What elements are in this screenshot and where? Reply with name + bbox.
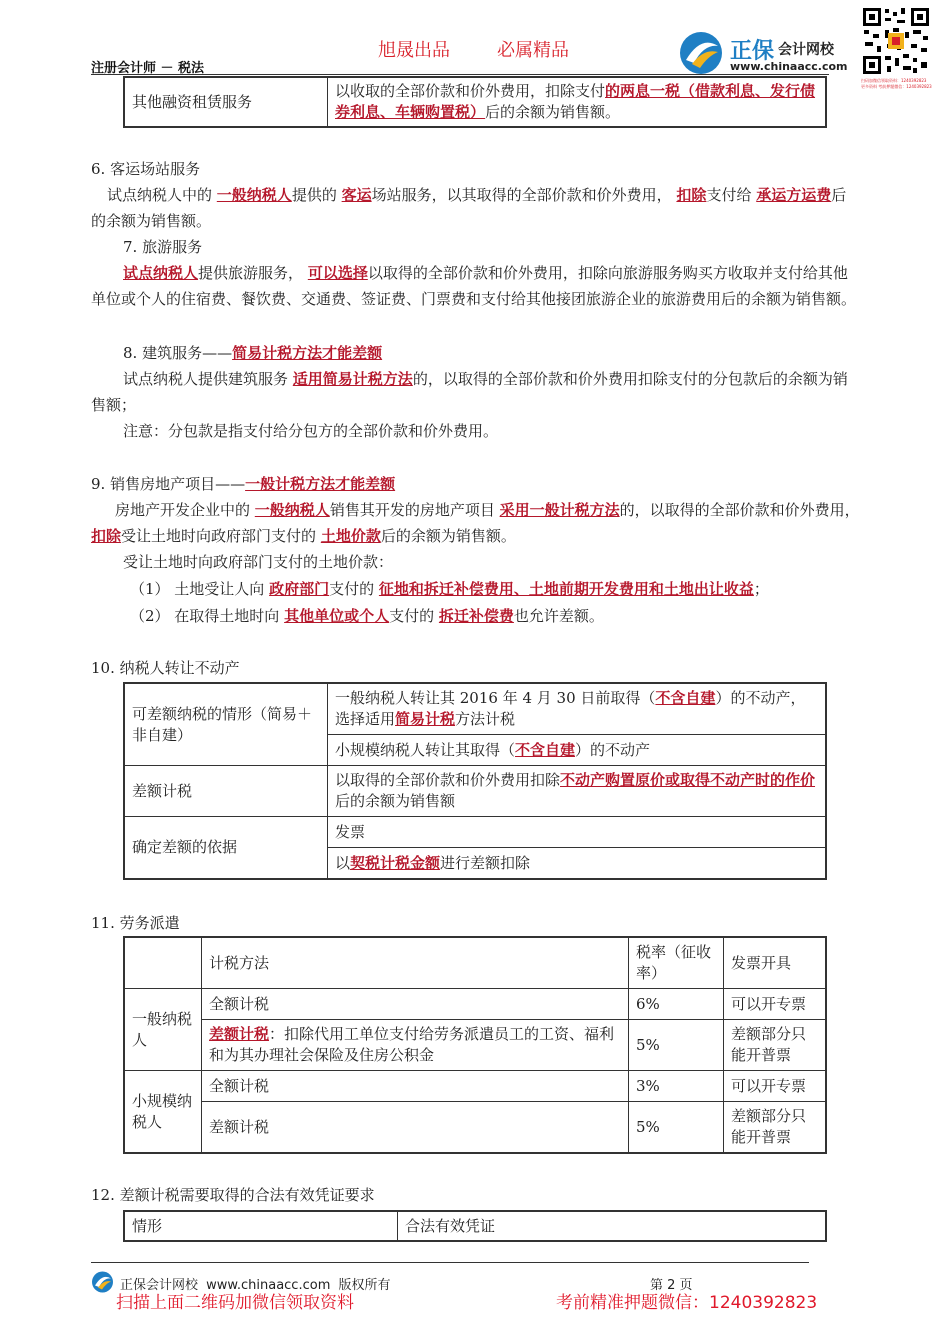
logo-url: www.chinaacc.com: [730, 60, 848, 73]
table-cell-label: 差额计税: [124, 766, 328, 817]
table-cell-invoice: 可以开专票: [724, 989, 827, 1020]
table-cell-method: [202, 1020, 629, 1071]
text-part: 的，以取得的全部价款和价外费用扣除支付的分包款后的余额为销售额；: [91, 370, 848, 414]
text-part: 受让土地时向政府部门支付的: [121, 527, 317, 545]
text-part: 后的余额为销售额。: [380, 527, 516, 545]
section-8-title: [123, 340, 382, 366]
highlight-text: 不含自建: [515, 740, 576, 759]
section-7-title: 7. 旅游服务: [123, 238, 203, 256]
text-part: 支付的: [389, 607, 435, 625]
footer-logo: [91, 1270, 115, 1298]
text-part: 提供旅游服务，: [198, 264, 304, 282]
header-slogan-left: 旭晟出品: [378, 40, 450, 61]
logo-emblem-icon: [678, 30, 726, 76]
highlight-text: 土地价款: [320, 527, 381, 545]
section-12-title: 12. 差额计税需要取得的合法有效凭证要求: [91, 1186, 375, 1204]
text-part: 9. 销售房地产项目——: [91, 475, 246, 493]
text-part: 的，以取得的全部价款和价外费用，: [619, 501, 860, 519]
table-header-cell: 税率（征收率）: [629, 937, 724, 989]
table-cell-rate: 3%: [629, 1071, 724, 1102]
text-part: ：扣除代用工单位支付给劳务派遣员工的工资、福利和为其办理社会保险及住房公积金: [209, 1025, 615, 1064]
section-9-title: [91, 471, 395, 497]
footer-promo-right: 考前精准押题微信：1240392823: [556, 1293, 818, 1313]
header-slogan-right: 必属精品: [497, 40, 569, 61]
table-cell-text: 发票: [328, 817, 827, 848]
text-part: 以收取的全部价款和价外费用，扣除支付: [335, 82, 606, 100]
header-course: 注册会计师 － 税法: [91, 61, 205, 76]
text-part: 一般纳税人转让其 2016 年 4 月 30 日前取得（: [335, 689, 656, 707]
section-7-body: [91, 260, 861, 312]
footer-rights: 版权所有: [338, 1278, 391, 1293]
text-part: 方法计税: [455, 710, 516, 728]
table-cell-label: 确定差额的依据: [124, 817, 328, 880]
voucher-table: [123, 1210, 827, 1242]
text-part: 支付的: [329, 580, 375, 598]
text-part: 8. 建筑服务——: [123, 344, 233, 362]
table-group-label: 小规模纳税人: [124, 1071, 202, 1154]
text-part: 以取得的全部价款和价外费用，扣除向旅游服务购买方收取并支付给其他单位或个人的住宿费、餐饮费、交通费、签证费、门票费和支付给其他接团旅游企业的旅游费用后的余额为销售额。: [91, 264, 857, 308]
table-cell-text: [328, 848, 827, 880]
section-9-item-2: [130, 603, 604, 629]
header-logo: [678, 30, 854, 76]
highlight-text: 简易计税: [395, 710, 456, 728]
highlight-text: 扣除: [676, 186, 707, 204]
highlight-text: 一般纳税人: [216, 186, 292, 204]
labor-dispatch-table: [123, 936, 827, 1154]
logo-emblem-icon: [91, 1270, 115, 1294]
qr-code-icon: [861, 6, 931, 76]
table-cell-invoice: 差额部分只能开普票: [724, 1102, 827, 1154]
table-cell-invoice: 差额部分只能开普票: [724, 1020, 827, 1071]
highlight-text: 拆迁补偿费: [438, 607, 514, 625]
highlight-text: 一般纳税人: [254, 501, 330, 519]
section-11-title: 11. 劳务派遣: [91, 914, 180, 932]
highlight-text: 可以选择: [307, 264, 368, 282]
highlight-text: 契税计税金额: [350, 853, 441, 872]
highlight-text: 不动产购置原价或取得不动产时的作价: [560, 771, 816, 789]
highlight-text: 试点纳税人: [123, 264, 199, 282]
text-part: ；: [753, 580, 769, 598]
highlight-text: 的两息一税（借款利息、发行债券利息、车辆购置税）: [335, 82, 816, 121]
text-part: （2） 在取得土地时向: [130, 607, 280, 625]
highlight-text: 扣除: [91, 527, 122, 545]
table-header-cell: [124, 937, 202, 989]
footer-site: www.chinaacc.com: [206, 1278, 331, 1293]
table-cell-label: 其他融资租赁服务: [124, 77, 328, 127]
highlight-text: 差额计税: [209, 1025, 270, 1043]
text-part: ）的不动产: [575, 740, 651, 759]
table-cell-text: [328, 77, 827, 127]
highlight-text: 承运方运费: [756, 186, 832, 204]
financing-lease-table: [123, 76, 827, 128]
section-10-title: 10. 纳税人转让不动产: [91, 659, 240, 677]
text-part: 后的余额为销售额。: [485, 103, 621, 121]
text-part: 小规模纳税人转让其取得（: [335, 740, 516, 759]
highlight-text: 客运: [341, 186, 372, 204]
table-cell-text: [328, 735, 827, 766]
table-header-cell: 计税方法: [202, 937, 629, 989]
table-header-cell: 合法有效凭证: [398, 1211, 827, 1241]
highlight-text: 不含自建: [655, 689, 716, 707]
section-9-item-1: [130, 576, 769, 602]
text-part: ）的不动产，选择适用: [335, 689, 806, 728]
table-header-cell: 情形: [124, 1211, 398, 1241]
footer-brand-name: 正保会计网校: [120, 1278, 199, 1293]
highlight-text: 政府部门: [269, 580, 330, 598]
text-part: 房地产开发企业中的: [115, 501, 251, 519]
highlight-text: 采用一般计税方法: [499, 501, 620, 519]
table-group-label: 一般纳税人: [124, 989, 202, 1071]
section-6-title: 6. 客运场站服务: [91, 160, 201, 178]
table-row: [124, 1071, 826, 1102]
real-estate-table: [123, 682, 827, 880]
highlight-text: 其他单位或个人: [284, 607, 390, 625]
qr-caption: [861, 78, 947, 90]
text-part: 后的余额为销售额。: [91, 186, 847, 230]
table-row: [124, 1020, 826, 1071]
text-part: 提供的: [291, 186, 337, 204]
text-part: 后的余额为销售额: [335, 792, 456, 810]
table-cell-method: 全额计税: [202, 1071, 629, 1102]
section-6-body: [91, 182, 861, 234]
highlight-text: 征地和拆迁补偿费用、土地前期开发费用和土地出让收益: [378, 580, 754, 598]
qr-caption-line1: 扫码加微信领取资料：1240392823: [861, 78, 927, 83]
table-row: [124, 989, 826, 1020]
highlight-text: 适用简易计税方法: [292, 370, 413, 388]
table-cell-rate: 6%: [629, 989, 724, 1020]
table-cell-text: [328, 683, 827, 735]
highlight-text: 一般计税方法才能差额: [245, 475, 396, 493]
header-divider: [91, 74, 829, 75]
text-part: 进行差额扣除: [440, 853, 531, 872]
footer-promo-left: 扫描上面二维码加微信领取资料: [116, 1293, 354, 1313]
text-part: （1） 土地受让人向: [130, 580, 265, 598]
text-part: 以: [335, 853, 351, 872]
table-row: [124, 1102, 826, 1154]
table-cell-invoice: 可以开专票: [724, 1071, 827, 1102]
logo-name: 正保: [730, 39, 775, 64]
qr-code[interactable]: [861, 6, 931, 76]
text-part: 也允许差额。: [513, 607, 604, 625]
text-part: 以取得的全部价款和价外费用扣除: [335, 771, 561, 789]
section-8-body: [91, 366, 861, 418]
highlight-text: 简易计税方法才能差额: [232, 344, 383, 362]
text-part: 支付给: [706, 186, 752, 204]
table-cell-rate: 5%: [629, 1102, 724, 1154]
table-cell-method: 差额计税: [202, 1102, 629, 1154]
section-9-sub: 受让土地时向政府部门支付的土地价款：: [123, 553, 394, 571]
logo-sub: 会计网校: [778, 42, 834, 58]
table-header-cell: 发票开具: [724, 937, 827, 989]
table-cell-label: 可差额纳税的情形（简易＋非自建）: [124, 683, 328, 766]
section-8-note: 注意：分包款是指支付给分包方的全部价款和价外费用。: [123, 422, 499, 440]
table-cell-text: [328, 766, 827, 817]
text-part: 试点纳税人提供建筑服务: [123, 370, 289, 388]
table-cell-rate: 5%: [629, 1020, 724, 1071]
text-part: 销售其开发的房地产项目: [329, 501, 495, 519]
table-cell-method: 全额计税: [202, 989, 629, 1020]
text-part: 场站服务，以其取得的全部价款和价外费用，: [371, 186, 672, 204]
section-9-body: [91, 497, 861, 549]
text-part: 试点纳税人中的: [107, 186, 213, 204]
qr-caption-line2: 更多资料 考前押题微信：1240392823: [861, 84, 932, 89]
footer-divider: [91, 1262, 809, 1263]
footer-page-number: 第 2 页: [650, 1278, 693, 1293]
